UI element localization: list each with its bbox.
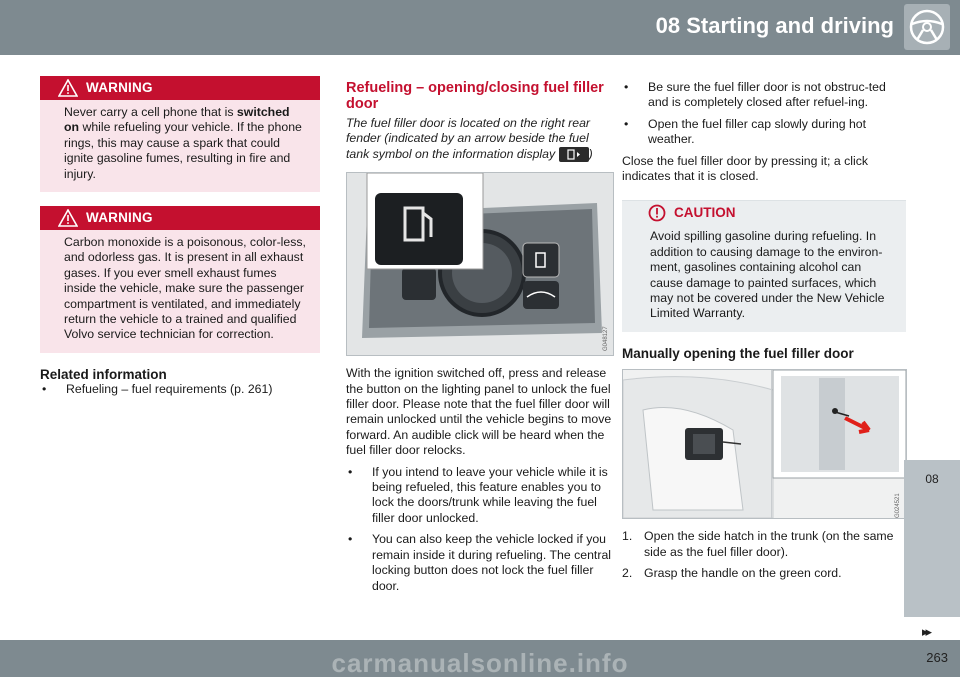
warning-triangle-icon [58,209,78,227]
lighting-panel-image [346,172,614,356]
intro-text-end: ) [588,146,593,161]
middle-column [346,80,614,594]
next-page-arrows-icon[interactable]: ▸▸ [922,624,930,639]
warning-text-part: Never carry a cell phone that is [64,105,237,119]
chapter-title: 08 Starting and driving [655,13,894,38]
image-code: G048127 [603,326,609,352]
watermark-text: carmanualsonline.info [331,648,629,678]
list-item [346,532,614,594]
caution-box [622,200,906,331]
step-text: Grasp the handle on the green cord. [644,566,842,581]
related-link[interactable] [40,382,320,397]
step-number: 2. [622,566,633,581]
list-item [622,117,906,148]
bullet-list [346,465,614,594]
close-instruction: Close the fuel filler door by pressing it; a click indicates that it is closed. [622,153,869,184]
bullet-dot: • [624,116,629,131]
warning-box-cellphone [40,76,320,192]
related-link-text[interactable]: Refueling – fuel requirements (p. 261) [66,382,273,397]
step-text: Open the side hatch in the trunk (on the same side as the fuel filler door). [644,529,894,559]
caution-header [622,200,906,225]
body-text: With the ignition switched off, press and release the button on the lighting panel to unlock the fuel filler door. Please note that the fuel filler door will remain unlocked until the vehicle begins to move forward. An audible click will be heard when the fuel filler door relocks. [346,366,612,458]
list-item [346,465,614,527]
bullet-dot: • [348,532,353,547]
intro-text-body: The fuel filler door is located on the right rear fender (indicated by an arrow beside the fuel tank symbol on the information display [346,116,591,161]
caution-icon [648,204,666,222]
list-item [622,566,906,581]
warning-text-emphasis: switched on [64,105,290,135]
list-item-text: You can also keep the vehicle locked if you remain inside it during refueling. The central locking button does not lock the fuel filler door. [372,532,612,593]
warning-title: WARNING [86,210,153,226]
warning-triangle-icon [58,79,78,97]
list-item-text: Open the fuel filler cap slowly during hot weather. [648,116,867,147]
list-item-text: If you intend to leave your vehicle while it is being refueled, this feature enables you to lock the doors/trunk while leaving the fuel filler door unlocked. [372,464,608,525]
steering-wheel-icon [904,4,950,50]
trunk-hatch-image [622,369,907,519]
caution-text: Avoid spilling gasoline during refueling. In addition to causing damage to the environ-ment, gasolines containing alcohol can cause damage to painted surfaces, which may not be covered under the New Vehicle Limited Warranty. [622,225,906,331]
left-column [40,76,320,398]
warning-text [40,100,320,192]
page-number: 263 [926,650,948,665]
list-item [622,529,906,560]
page-footer [0,640,960,677]
warning-header [40,76,320,100]
related-information-heading: Related information [40,366,167,382]
list-item-text: Be sure the fuel filler door is not obstruc-ted and is completely closed after refuel-ing. [648,80,886,110]
image-code: G024521 [895,493,901,519]
fuel-display-icon [559,147,589,162]
section-heading: Refueling – opening/closing fuel filler door [346,80,604,112]
step-list [622,529,906,581]
list-item [622,80,906,111]
step-number: 1. [622,529,633,544]
warning-title: WARNING [86,80,153,95]
page-header [0,0,960,55]
warning-text: Carbon monoxide is a poisonous, color-less, and odorless gas. It is present in all exhaust gases. If you ever smell exhaust fumes inside the vehicle, make sure the passenger compartment is ventilated, and immediately return the vehicle to a trained and qualified Volvo service technician for correction. [40,230,320,353]
warning-header [40,206,320,230]
intro-text [346,116,614,162]
bullet-dot: • [624,80,629,94]
warning-box-carbon-monoxide [40,206,320,353]
caution-title: CAUTION [674,205,736,221]
warning-text-part: while refueling your vehicle. If the phone rings, this may cause a spark that could ignite gasoline fumes, resulting in fire and injury. [64,120,302,181]
manual-opening-heading: Manually opening the fuel filler door [622,345,854,361]
bullet-dot: • [42,382,47,397]
chapter-tab-label: 08 [925,472,939,486]
right-column [622,80,906,582]
bullet-dot: • [348,464,353,479]
chapter-side-tab[interactable] [904,460,960,617]
